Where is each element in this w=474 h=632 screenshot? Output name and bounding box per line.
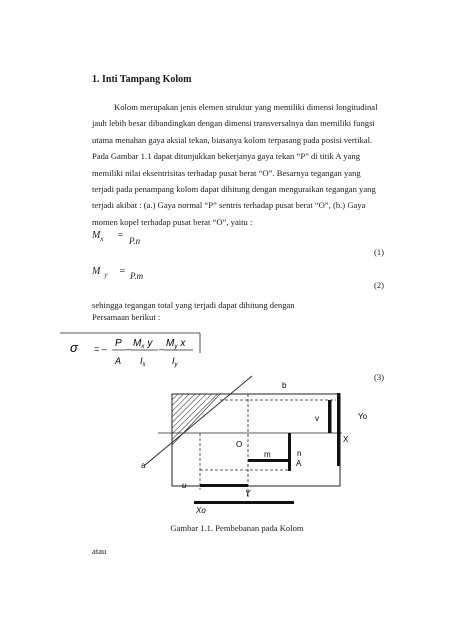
text-after-line: sehingga tegangan total yang terjadi dapat dihitung dengan bbox=[92, 300, 295, 310]
label-o: O bbox=[236, 440, 243, 449]
eq1-equals: = bbox=[117, 230, 124, 241]
eq3-number: (3) bbox=[374, 372, 385, 382]
eq1-rhs: P.n bbox=[129, 236, 141, 246]
eq3-equals: = – bbox=[94, 344, 107, 354]
paragraph-line: terjadi akibat : (a.) Gaya normal “P” sentris terhadap pusat berat “O”, (b.) Gaya bbox=[92, 200, 366, 211]
label-n: n bbox=[297, 449, 302, 458]
eq3-my: $M_y$ x bbox=[166, 338, 186, 350]
eq3-minus2: – bbox=[159, 344, 165, 354]
text-after-line: Persamaan berikut : bbox=[92, 312, 161, 322]
dimension-bar-u bbox=[200, 484, 248, 487]
eq3-sigma: σ bbox=[70, 340, 78, 355]
hatched-zone bbox=[172, 394, 220, 445]
eq1-subscript: x bbox=[100, 235, 104, 243]
eq2-subscript: y bbox=[104, 271, 108, 279]
section-heading: 1. Inti Tampang Kolom bbox=[92, 74, 192, 85]
body-paragraph bbox=[92, 99, 412, 230]
figure-caption: Gambar 1.1. Pembebanan pada Kolom bbox=[170, 523, 304, 533]
paragraph-line: Pada Gambar 1.1 dapat ditunjukkan bekerjanya gaya tekan “P” di titik A yang bbox=[92, 151, 361, 162]
eq3-minus1: – bbox=[126, 344, 132, 354]
dimension-bar-n bbox=[288, 433, 291, 471]
eq1-number: (1) bbox=[374, 247, 385, 257]
dimension-bar-yo bbox=[337, 393, 341, 466]
equation-3 bbox=[60, 328, 220, 372]
label-xo: Xo bbox=[196, 506, 206, 515]
paragraph-line: momen kopel terhadap pusat berat “O”, yaitu : bbox=[92, 216, 253, 227]
eq2-number: (2) bbox=[374, 280, 385, 290]
paragraph-line: utama menahan gaya aksial tekan, biasanya kolom terpasang pada posisi vertikal. bbox=[92, 134, 373, 145]
eq2-lhs: M bbox=[92, 266, 101, 277]
label-v: v bbox=[315, 414, 319, 423]
eq3-ix: $I_x$ bbox=[140, 356, 146, 368]
eq1-lhs: M bbox=[92, 230, 101, 241]
label-m: m bbox=[264, 450, 271, 459]
label-b: b bbox=[282, 381, 287, 390]
eq3-mx: $M_x$ y bbox=[133, 338, 153, 350]
label-u: u bbox=[182, 481, 187, 490]
eq2-equals: = bbox=[119, 266, 126, 277]
dimension-bar-xo bbox=[194, 501, 294, 504]
equation-1 bbox=[92, 230, 103, 243]
paragraph-line: Kolom merupakan jenis elemen struktur yang memiliki dimensi longitudinal bbox=[114, 102, 378, 112]
label-x: X bbox=[343, 435, 349, 444]
column-section-diagram bbox=[140, 375, 380, 515]
label-yo: Yo bbox=[358, 412, 368, 421]
eq2-rhs: P.m bbox=[130, 271, 144, 281]
equation-2 bbox=[92, 266, 107, 279]
dimension-bar-m bbox=[248, 459, 288, 462]
eq3-p: P bbox=[115, 338, 122, 349]
eq3-a: A bbox=[115, 356, 122, 366]
label-a: a bbox=[141, 461, 146, 470]
paragraph-line: jauh lebih besar dibandingkan dengan dimensi transversalnya dan memiliki fungsi bbox=[92, 118, 375, 129]
closing-word: atau bbox=[92, 546, 107, 556]
paragraph-line: terjadi pada penampang kolom dapat dihitung dengan menguraikan tegangan yang bbox=[92, 184, 376, 195]
label-y: Y bbox=[245, 489, 251, 498]
label-a-point: A bbox=[296, 459, 302, 468]
dimension-bar-v bbox=[328, 400, 332, 433]
eq3-iy: $I_y$ bbox=[172, 356, 178, 368]
neutral-axis-line bbox=[145, 376, 252, 465]
paragraph-line: memiliki nilai eksentrisitas terhadap pusat berat “O”. Besarnya tegangan yang bbox=[92, 167, 361, 178]
